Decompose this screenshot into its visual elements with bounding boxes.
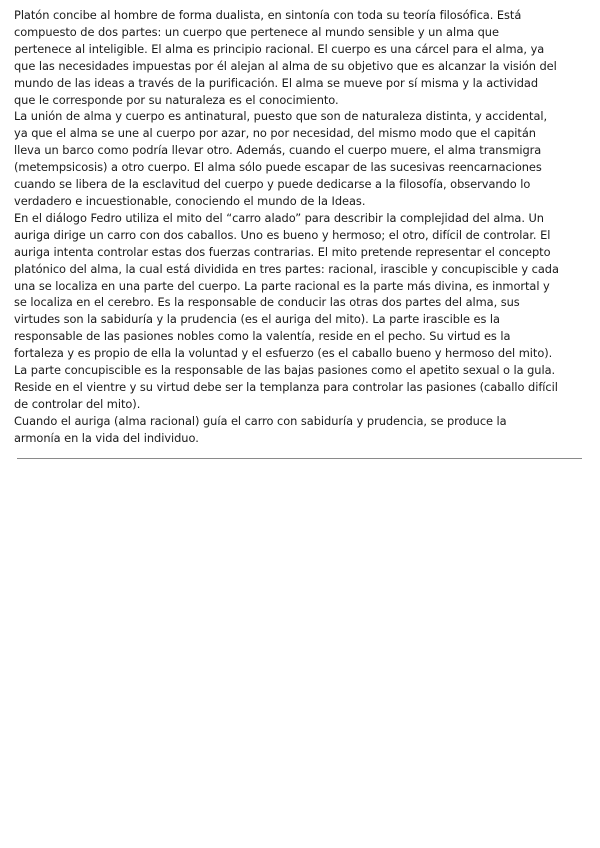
text-line: (metempsicosis) a otro cuerpo. El alma sólo puede escapar de las sucesivas reencarnaciones [14, 160, 542, 175]
text-line: se localiza en el cerebro. Es la responsable de conducir las otras dos partes del alma, sus [14, 295, 520, 310]
text-line: En el diálogo Fedro utiliza el mito del “carro alado” para describir la complejidad del alma. Un [14, 210, 544, 225]
text-line: que las necesidades impuestas por él alejan al alma de su objetivo que es alcanzar la visión del [14, 58, 557, 73]
text-line: Platón concibe al hombre de forma dualista, en sintonía con toda su teoría filosófica. Está [14, 8, 522, 22]
text-line: verdadero e incuestionable, conociendo el mundo de la Ideas. [14, 193, 366, 208]
text-line: Reside en el vientre y su virtud debe ser la templanza para controlar las pasiones (caballo difícil [14, 379, 558, 394]
paragraph-harmony [14, 413, 586, 447]
text-line: Cuando el auriga (alma racional) guía el carro con sabiduría y prudencia, se produce la [14, 413, 507, 428]
text-line: virtudes son la sabiduría y la prudencia (es el auriga del mito). La parte irascible es la [14, 312, 500, 327]
text-line: ya que el alma se une al cuerpo por azar, no por necesidad, del mismo modo que el capitán [14, 126, 536, 141]
horizontal-divider [17, 458, 582, 459]
paragraph-union [14, 108, 586, 209]
paragraph-concupiscible [14, 362, 586, 413]
document-body [14, 7, 586, 447]
paragraph-dualism [14, 7, 586, 108]
text-line: mundo de las ideas a través de la purificación. El alma se mueve por sí misma y la actividad [14, 75, 539, 90]
paragraph-phaedrus-myth [14, 210, 586, 362]
text-line: cuando se libera de la esclavitud del cuerpo y puede dedicarse a la filosofía, observando lo [14, 177, 531, 192]
text-line: auriga dirige un carro con dos caballos. Uno es bueno y hermoso; el otro, difícil de controlar. El [14, 227, 551, 242]
text-line: responsable de las pasiones nobles como la valentía, reside en el pecho. Su virtud es la [14, 329, 511, 344]
text-line: que le corresponde por su naturaleza es el conocimiento. [14, 92, 339, 107]
text-line: auriga intenta controlar estas dos fuerzas contrarias. El mito pretende representar el concepto [14, 244, 551, 259]
text-line: lleva un barco como podría llevar otro. Además, cuando el cuerpo muere, el alma transmigra [14, 143, 542, 158]
text-line: La unión de alma y cuerpo es antinatural, puesto que son de naturaleza distinta, y accidental, [14, 109, 548, 124]
text-line: compuesto de dos partes: un cuerpo que pertenece al mundo sensible y un alma que [14, 24, 499, 39]
text-line: fortaleza y es propio de ella la voluntad y el esfuerzo (es el caballo bueno y hermoso del mito). [14, 346, 553, 361]
text-line: de controlar del mito). [14, 396, 141, 411]
text-line: armonía en la vida del individuo. [14, 430, 199, 445]
text-line: La parte concupiscible es la responsable de las bajas pasiones como el apetito sexual o la gula. [14, 363, 556, 378]
text-line: platónico del alma, la cual está dividida en tres partes: racional, irascible y concupiscible y cada [14, 261, 559, 276]
text-line: pertenece al inteligible. El alma es principio racional. El cuerpo es una cárcel para el alma, ya [14, 41, 545, 56]
text-line: una se localiza en una parte del cuerpo. La parte racional es la parte más divina, es inmortal y [14, 278, 550, 293]
